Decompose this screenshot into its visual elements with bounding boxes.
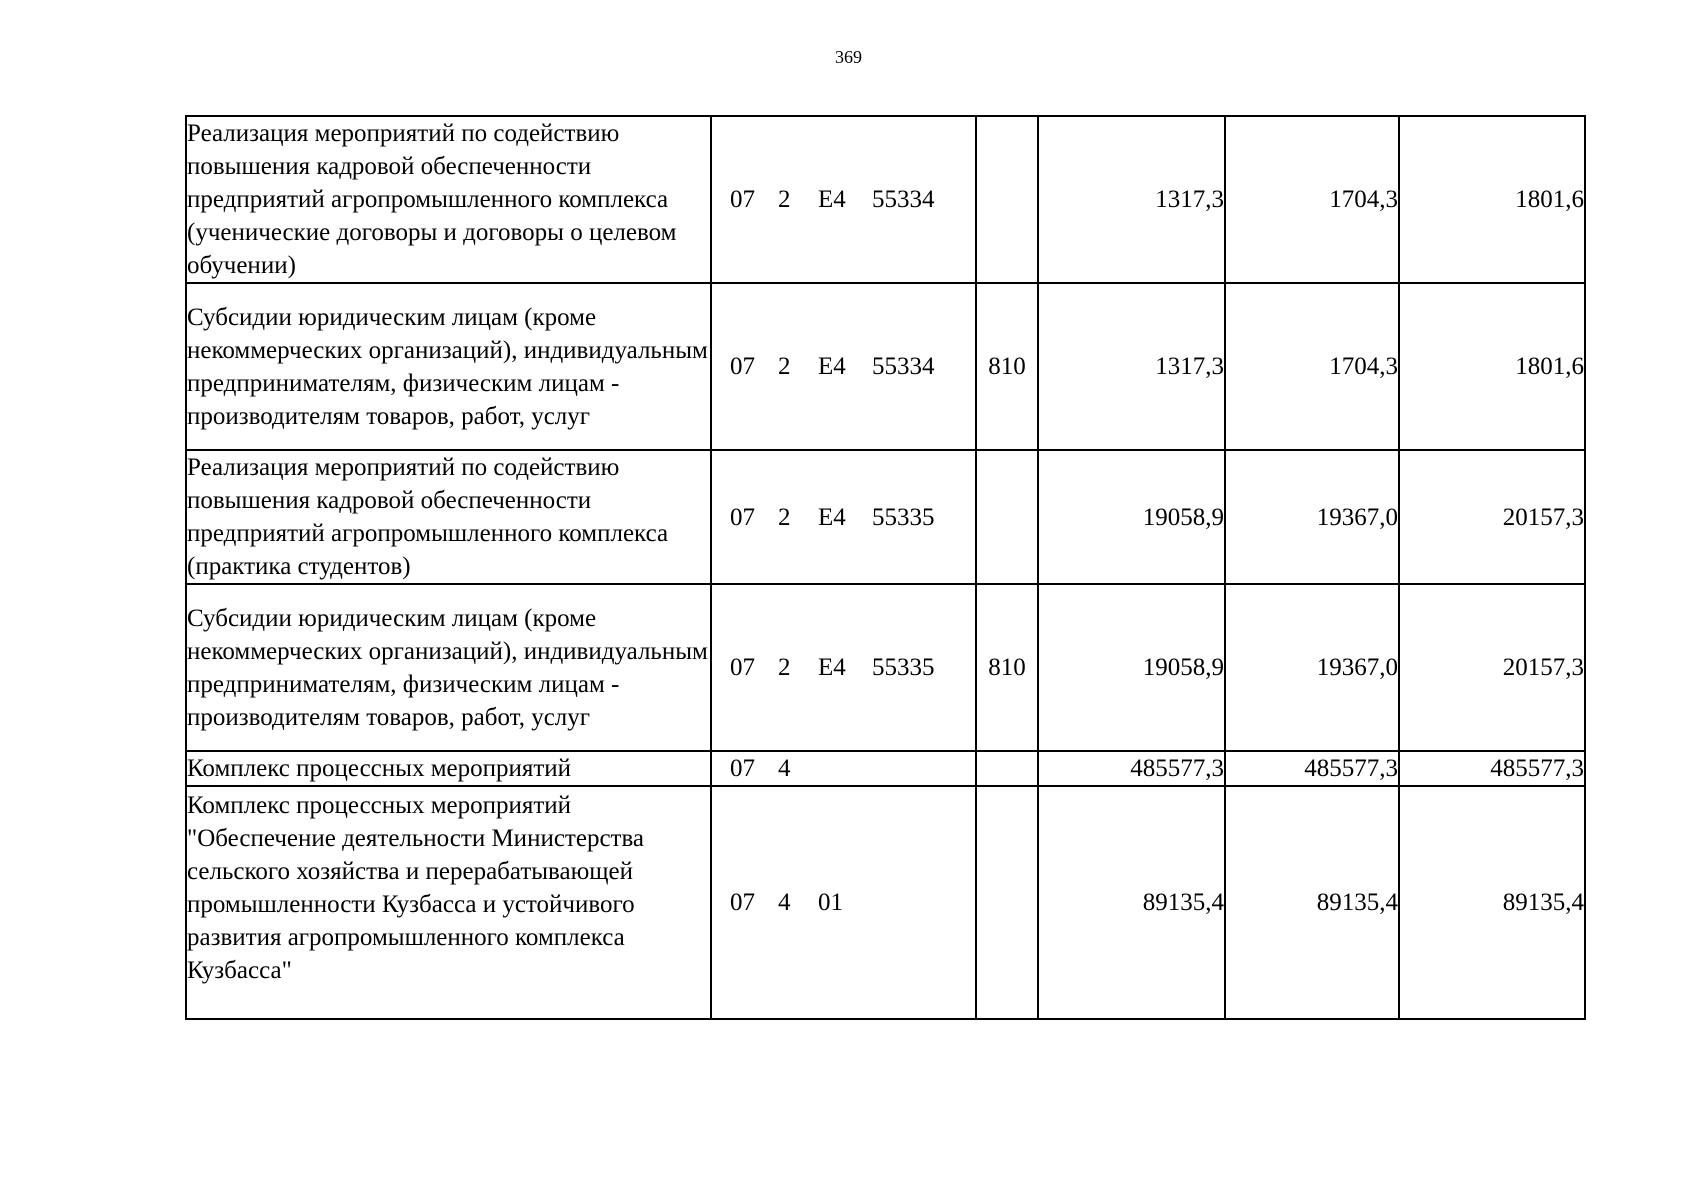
group-code: Е4 xyxy=(818,186,846,213)
section-code: 07 xyxy=(730,186,755,213)
page-number: 369 xyxy=(835,47,862,67)
expense-type-code xyxy=(976,116,1038,283)
row-code-cell xyxy=(711,116,976,283)
section-code: 07 xyxy=(730,755,755,782)
amount-year-3: 20157,3 xyxy=(1399,584,1585,751)
table-row xyxy=(186,116,1585,283)
section-code: 07 xyxy=(730,889,755,916)
subprogram-code: 2 xyxy=(778,503,791,531)
row-description: Реализация мероприятий по содействию повышения кадровой обеспеченности предприятий агропромышленного комплекса (ученические договоры и договоры о целевом обучении) xyxy=(186,116,711,283)
expense-type-code xyxy=(976,450,1038,584)
amount-year-1: 89135,4 xyxy=(1038,786,1225,1019)
row-code-cell xyxy=(711,450,976,584)
section-code: 07 xyxy=(730,654,755,681)
subprogram-code: 4 xyxy=(778,755,791,782)
row-description: Комплекс процессных мероприятий "Обеспечение деятельности Министерства сельского хозяйства и перерабатывающей промышленности Кузбасса и устойчивого развития агропромышленного комплекса Кузбасса" xyxy=(186,786,711,1019)
row-code-cell xyxy=(711,584,976,751)
subprogram-code: 2 xyxy=(778,353,791,380)
expense-type-code xyxy=(976,751,1038,786)
amount-year-2: 1704,3 xyxy=(1225,116,1399,283)
amount-year-3: 485577,3 xyxy=(1399,751,1585,786)
amount-year-3: 1801,6 xyxy=(1399,116,1585,283)
amount-year-2: 19367,0 xyxy=(1225,584,1399,751)
amount-year-1: 1317,3 xyxy=(1038,283,1225,450)
budget-table xyxy=(185,115,1586,1020)
row-description: Субсидии юридическим лицам (кроме некоммерческих организаций), индивидуальным предпринимателям, физическим лицам - производителям товаров, работ, услуг xyxy=(186,283,711,450)
amount-year-3: 1801,6 xyxy=(1399,283,1585,450)
row-code-cell xyxy=(711,786,976,1019)
item-code: 55335 xyxy=(872,654,935,681)
table-row xyxy=(186,283,1585,450)
subprogram-code: 2 xyxy=(778,186,791,213)
amount-year-2: 1704,3 xyxy=(1225,283,1399,450)
group-code: Е4 xyxy=(818,503,846,531)
row-description: Реализация мероприятий по содействию повышения кадровой обеспеченности предприятий агропромышленного комплекса (практика студентов) xyxy=(186,450,711,584)
row-code-cell xyxy=(711,283,976,450)
group-code: Е4 xyxy=(818,654,846,681)
amount-year-2: 89135,4 xyxy=(1225,786,1399,1019)
table-row xyxy=(186,751,1585,786)
table-row xyxy=(186,584,1585,751)
subprogram-code: 4 xyxy=(778,889,791,916)
section-code: 07 xyxy=(730,353,755,380)
row-description: Субсидии юридическим лицам (кроме некоммерческих организаций), индивидуальным предпринимателям, физическим лицам - производителям товаров, работ, услуг xyxy=(186,584,711,751)
expense-type-code xyxy=(976,786,1038,1019)
row-code-cell xyxy=(711,751,976,786)
amount-year-2: 19367,0 xyxy=(1225,450,1399,584)
amount-year-3: 20157,3 xyxy=(1399,450,1585,584)
section-code: 07 xyxy=(730,503,755,531)
amount-year-1: 485577,3 xyxy=(1038,751,1225,786)
expense-type-code: 810 xyxy=(976,584,1038,751)
amount-year-1: 1317,3 xyxy=(1038,116,1225,283)
subprogram-code: 2 xyxy=(778,654,791,681)
amount-year-3: 89135,4 xyxy=(1399,786,1585,1019)
amount-year-1: 19058,9 xyxy=(1038,584,1225,751)
group-code: 01 xyxy=(818,889,843,916)
amount-year-2: 485577,3 xyxy=(1225,751,1399,786)
table-row xyxy=(186,786,1585,1019)
amount-year-1: 19058,9 xyxy=(1038,450,1225,584)
item-code: 55334 xyxy=(872,353,935,380)
item-code: 55334 xyxy=(872,186,935,213)
row-description: Комплекс процессных мероприятий xyxy=(186,751,711,786)
expense-type-code: 810 xyxy=(976,283,1038,450)
table-row xyxy=(186,450,1585,584)
item-code: 55335 xyxy=(872,503,935,531)
group-code: Е4 xyxy=(818,353,846,380)
